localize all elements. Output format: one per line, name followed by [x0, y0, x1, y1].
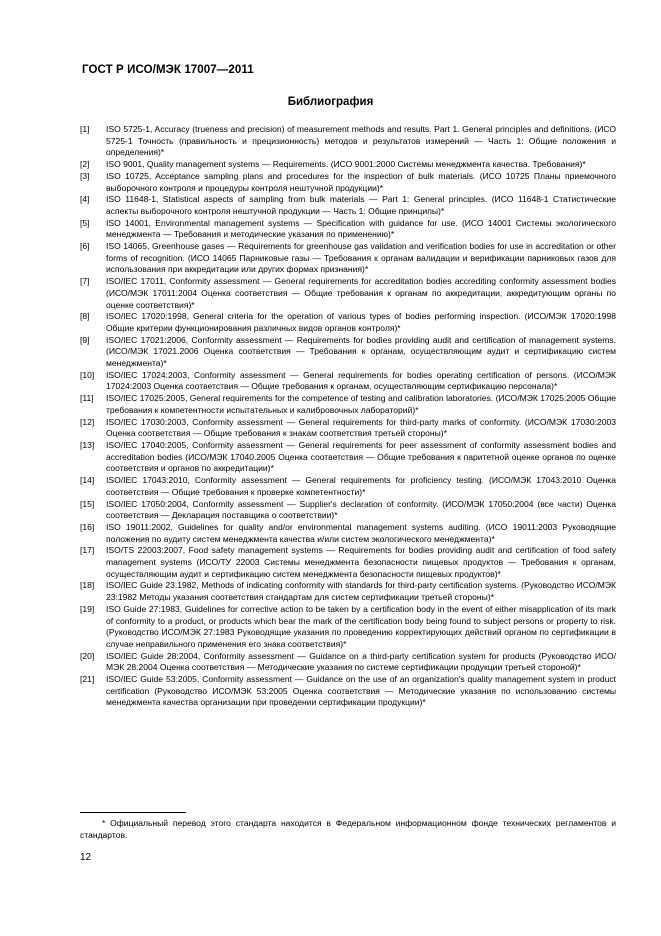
entry-text: ISO 9001, Quality management systems — Requirements. (ИСО 9001:2000 Системы менеджмента качества. Требования)*	[106, 159, 586, 170]
entry-number: [18]	[80, 580, 95, 591]
entry-text: ISO 19011:2002, Guidelines for quality and/or environmental management systems auditing. (ИСО 19011:2003 Руководящие положения по аудиту систем менеджмента качества и/или систем экологического менеджмента)*	[106, 521, 616, 544]
bibliography-entry	[80, 171, 616, 194]
entry-number: [21]	[80, 674, 95, 685]
bibliography-entry	[80, 604, 616, 651]
entry-text: ISO 5725-1, Accuracy (trueness and precision) of measurement methods and results. Part 1. General principles and definitions. (ИСО 5725-1 Точность (правильность и прецизионность) методов и результатов измерений — Часть 1: Общие положения и определения)*	[106, 124, 616, 158]
entry-number: [9]	[80, 334, 90, 345]
entry-number: [7]	[80, 276, 90, 287]
entry-number: [5]	[80, 217, 90, 228]
entry-text: ISO/IEC Guide 28:2004, Conformity assessment — Guidance on a third-party certification system for products (Руководство ИСО/МЭК 28:2004 Оценка соответствия — Методические указания по системе сертификации продукции третьей стороной)*	[106, 650, 616, 673]
entry-text: ISO 14001, Environmental management systems — Specification with guidance for use. (ИСО 14001 Системы экологического менеджмента — Требования и методические указания по применению)*	[106, 217, 616, 240]
entry-text: ISO/IEC 17050:2004, Conformity assessment — Supplier's declaration of conformity. (ИСО/МЭК 17050:2004 (все части) Оценка соответствия — Декларация поставщика о соответствии)*	[106, 498, 616, 521]
standard-header: ГОСТ Р ИСО/МЭК 17007—2011	[82, 64, 254, 76]
entry-text: ISO 10725, Acceptance sampling plans and procedures for the inspection of bulk materials. (ИСО 10725 Планы приемочного выборочного контроля и процедуры контроля нештучной продукции)*	[106, 170, 616, 193]
bibliography-entry	[80, 335, 616, 370]
bibliography-entry	[80, 218, 616, 241]
footnote-divider	[80, 812, 186, 813]
entry-number: [12]	[80, 416, 95, 427]
bibliography-entry	[80, 393, 616, 416]
entry-text: ISO/IEC Guide 53:2005, Conformity assessment — Guidance on the use of an organization's quality management system in product certification (Руководство ИСО/МЭК 53:2005 Оценка соответствия — Методические указания по использованию системы менеджмента качества организации при проведении сертификации продукции)*	[106, 674, 616, 708]
footnote: * Официальный перевод этого стандарта находится в Федеральном информационном фонде технических регламентов и стандартов.	[80, 818, 616, 840]
entry-text: ISO/IEC 17025:2005, General requirements for the competence of testing and calibration laboratories. (ИСО/МЭК 17025:2005 Общие требования к компетентности испытательных и калибровочных лабораторий)*	[106, 393, 616, 415]
bibliography-entry	[80, 124, 616, 159]
bibliography-entry	[80, 241, 616, 276]
bibliography-entry	[80, 475, 616, 498]
bibliography-entry	[80, 522, 616, 545]
bibliography-entry	[80, 194, 616, 217]
entry-number: [13]	[80, 439, 95, 450]
entry-text: ISO/IEC 17030:2003, Conformity assessment — General requirements for third-party marks of conformity. (ИСО/МЭК 17030:2003 Оценка соответствия — Общие требования к знакам соответствия третьей стороны)*	[106, 416, 616, 439]
bibliography-entry	[80, 276, 616, 311]
entry-number: [14]	[80, 475, 95, 486]
page-number: 12	[80, 852, 92, 863]
bibliography-entry	[80, 159, 616, 171]
bibliography-entry	[80, 580, 616, 603]
entry-text: ISO Guide 27:1983, Guidelines for corrective action to be taken by a certification body in the event of either misapplication of its mark of conformity to a product, or products which bear the mark of the certification body being found to subject persons or property to risk. (Руководство ИСО/МЭК 27:1983 Руководящие указания по проведению корректирующих действий органом по сертификации в случае неправильного применения его знака соответствия)*	[106, 603, 616, 649]
entry-number: [15]	[80, 498, 95, 509]
bibliography-entry	[80, 545, 616, 580]
entry-text: ISO/IEC 17021:2006, Conformity assessment — Requirements for bodies providing audit and certification of management systems. (ИСО/МЭК 17021.2006 Оценка соответствия — Требования к органам, осуществляющим аудит и сертификацию систем менеджмента)*	[106, 334, 616, 369]
entry-text: ISO/TS 22003:2007, Food safety management systems — Requirements for bodies providing audit and certification of food safety management systems (ИСО/ТУ 22003 Системы менеджмента безопасности пищевых продуктов — Требования к органам, осуществляющим аудит и сертификацию систем менеджмента безопасности пищевых продуктов)*	[106, 545, 616, 579]
bibliography-entry	[80, 674, 616, 709]
entry-text: ISO 11648-1, Statistical aspects of sampling from bulk materials — Part 1: General principles. (ИСО 11648-1 Статистические аспекты выборочного контроля нештучной продукции — Часть 1: Общие принципы)*	[106, 194, 616, 216]
bibliography-entry	[80, 417, 616, 440]
bibliography-list	[80, 124, 616, 709]
section-title: Библиография	[287, 96, 374, 108]
entry-text: ISO/IEC 17011, Conformity assessment — General requirements for accreditation bodies accrediting conformity assessment bodies (ИСО/МЭК 17011:2004 Оценка соответствия — Общие требования к органам по аккредитации, аккредитующим органы по оценке соответствия)*	[106, 276, 616, 310]
entry-text: ISO/IEC 17040:2005, Conformity assessment — General requirements for peer assessment of conformity assessment bodies and accreditation bodies (ИСО/МЭК 17040.2005 Оценка соответствия — Общие требования к паритетной оценке органов по оценке соответствия и органов по аккредитации)*	[106, 439, 616, 474]
entry-text: ISO 14065, Greenhouse gases — Requirements for greenhouse gas validation and verification bodies for use in accreditation or other forms of recognition. (ИСО 14065 Парниковые газы — Требования к органам валидации и верификации парниковых газов для использования при аккредитации или других формах признания)*	[106, 241, 616, 275]
entry-number: [1]	[80, 124, 90, 134]
entry-number: [11]	[80, 393, 94, 404]
entry-text: ISO/IEC 17043:2010, Conformity assessment — General requirements for proficiency testing. (ИСО/МЭК 17043:2010 Оценка соответствия — Общие требования к проверке компетентности)*	[106, 475, 616, 497]
entry-text: ISO/IEC 17020:1998, General criteria for the operation of various types of bodies performing inspection. (ИСО/МЭК 17020:1998 Общие критерии функционирования различных видов органов контроля)*	[106, 311, 616, 333]
entry-text: ISO/IEC 17024:2003, Conformity assessment — General requirements for bodies operating certification of persons. (ИСО/МЭК 17024:2003 Оценка соответствия — Общие требования к органам, осуществляющим сертификацию персонала)*	[106, 369, 616, 392]
entry-number: [2]	[80, 159, 90, 170]
bibliography-entry	[80, 370, 616, 393]
entry-number: [16]	[80, 521, 95, 532]
entry-number: [17]	[80, 545, 95, 556]
entry-number: [8]	[80, 311, 90, 322]
bibliography-entry	[80, 440, 616, 475]
entry-text: ISO/IEC Guide 23:1982, Methods of indicating conformity with standards for third-party certification systems. (Руководство ИСО/МЭК 23:1982 Методы указания соответствия стандартам для систем сертификации третьей стороны)*	[106, 580, 616, 603]
entry-number: [19]	[80, 603, 95, 614]
entry-number: [6]	[80, 241, 90, 252]
bibliography-entry	[80, 499, 616, 522]
bibliography-entry	[80, 651, 616, 674]
entry-number: [10]	[80, 369, 95, 380]
bibliography-entry	[80, 311, 616, 334]
entry-number: [3]	[80, 170, 90, 181]
entry-number: [20]	[80, 650, 95, 661]
entry-number: [4]	[80, 194, 90, 205]
